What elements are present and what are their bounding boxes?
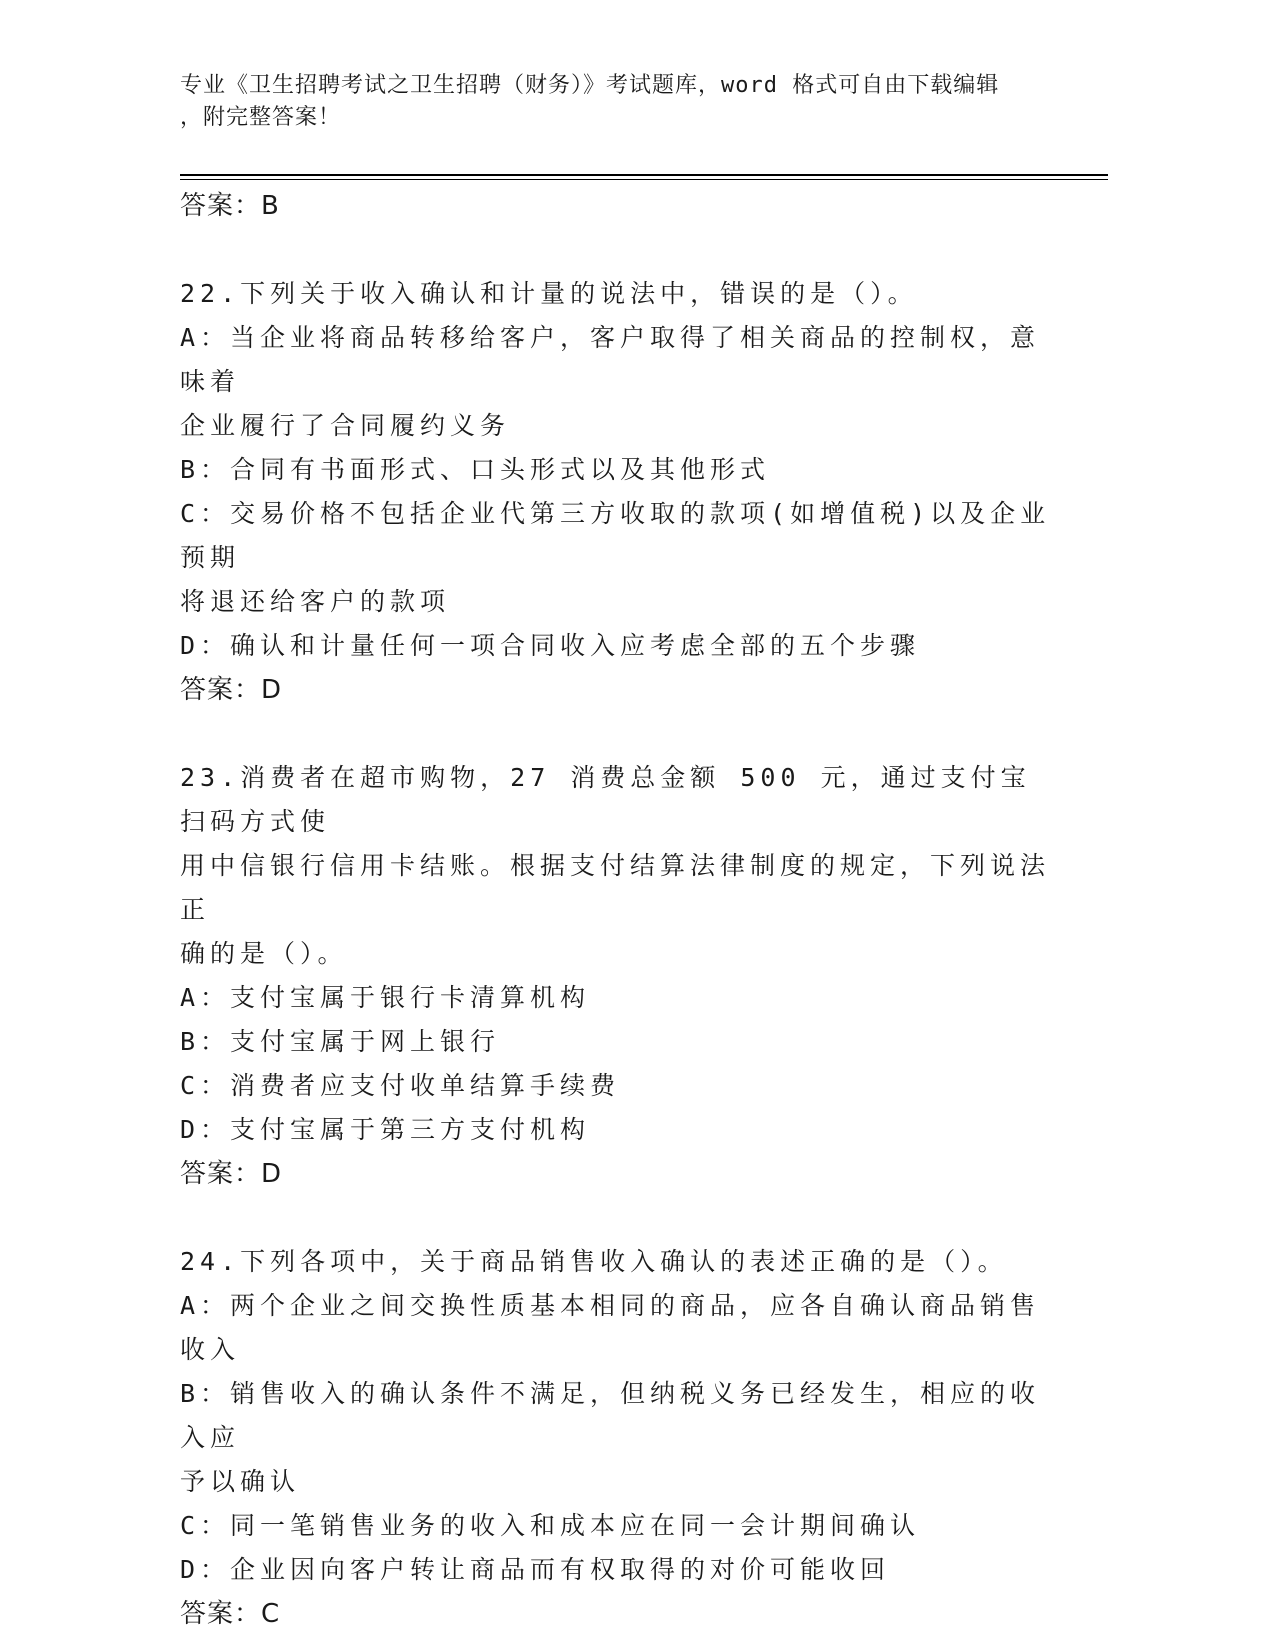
header-line-2: ，附完整答案！ <box>180 105 342 130</box>
option-line: C：消费者应支付收单结算手续费 <box>180 1071 621 1100</box>
option-line: D：支付宝属于第三方支付机构 <box>180 1115 591 1144</box>
option-line: A：当企业将商品转移给客户，客户取得了相关商品的控制权，意味着 <box>180 323 1041 396</box>
option-d <box>180 1548 1060 1592</box>
header-divider-thin <box>180 179 1108 180</box>
document-header <box>180 70 1080 134</box>
option-a <box>180 316 1060 448</box>
question-stem-line: 用中信银行信用卡结账。根据支付结算法律制度的规定，下列说法正 <box>180 851 1051 924</box>
question-stem-line: 23.消费者在超市购物，27 消费总金额 500 元，通过支付宝扫码方式使 <box>180 763 1031 836</box>
option-line: 企业履行了合同履约义务 <box>180 411 511 440</box>
question-24 <box>180 1240 1060 1636</box>
option-line: C：同一笔销售业务的收入和成本应在同一会计期间确认 <box>180 1511 921 1540</box>
answer-24: 答案：C <box>180 1599 281 1629</box>
option-line: A：两个企业之间交换性质基本相同的商品，应各自确认商品销售收入 <box>180 1291 1041 1364</box>
option-a <box>180 1284 1060 1372</box>
answer-previous: 答案：B <box>180 191 280 221</box>
option-line: D：企业因向客户转让商品而有权取得的对价可能收回 <box>180 1555 891 1584</box>
option-d <box>180 624 1060 668</box>
question-stem-line: 24.下列各项中，关于商品销售收入确认的表述正确的是（）。 <box>180 1247 1008 1276</box>
option-c <box>180 1064 1060 1108</box>
option-b <box>180 448 1060 492</box>
option-line: B：支付宝属于网上银行 <box>180 1027 501 1056</box>
answer-23: 答案：D <box>180 1159 283 1189</box>
option-line: B：合同有书面形式、口头形式以及其他形式 <box>180 455 771 484</box>
question-stem-line: 22.下列关于收入确认和计量的说法中，错误的是（）。 <box>180 279 918 308</box>
option-line: D：确认和计量任何一项合同收入应考虑全部的五个步骤 <box>180 631 921 660</box>
option-line: B：销售收入的确认条件不满足，但纳税义务已经发生，相应的收入应 <box>180 1379 1041 1452</box>
option-line: 将退还给客户的款项 <box>180 587 451 616</box>
option-c <box>180 492 1060 624</box>
option-b <box>180 1020 1060 1064</box>
option-line: C：交易价格不包括企业代第三方收取的款项(如增值税)以及企业预期 <box>180 499 1051 572</box>
header-line-1: 专业《卫生招聘考试之卫生招聘（财务）》考试题库，word 格式可自由下载编辑 <box>180 73 1000 98</box>
question-list <box>180 184 1060 1636</box>
question-23 <box>180 756 1060 1196</box>
header-divider-thick <box>180 174 1108 176</box>
option-a <box>180 976 1060 1020</box>
question-stem-line: 确的是（）。 <box>180 939 348 968</box>
answer-22: 答案：D <box>180 675 283 705</box>
option-line: A：支付宝属于银行卡清算机构 <box>180 983 591 1012</box>
option-line: 予以确认 <box>180 1467 301 1496</box>
option-b <box>180 1372 1060 1504</box>
option-d <box>180 1108 1060 1152</box>
option-c <box>180 1504 1060 1548</box>
question-22 <box>180 272 1060 712</box>
